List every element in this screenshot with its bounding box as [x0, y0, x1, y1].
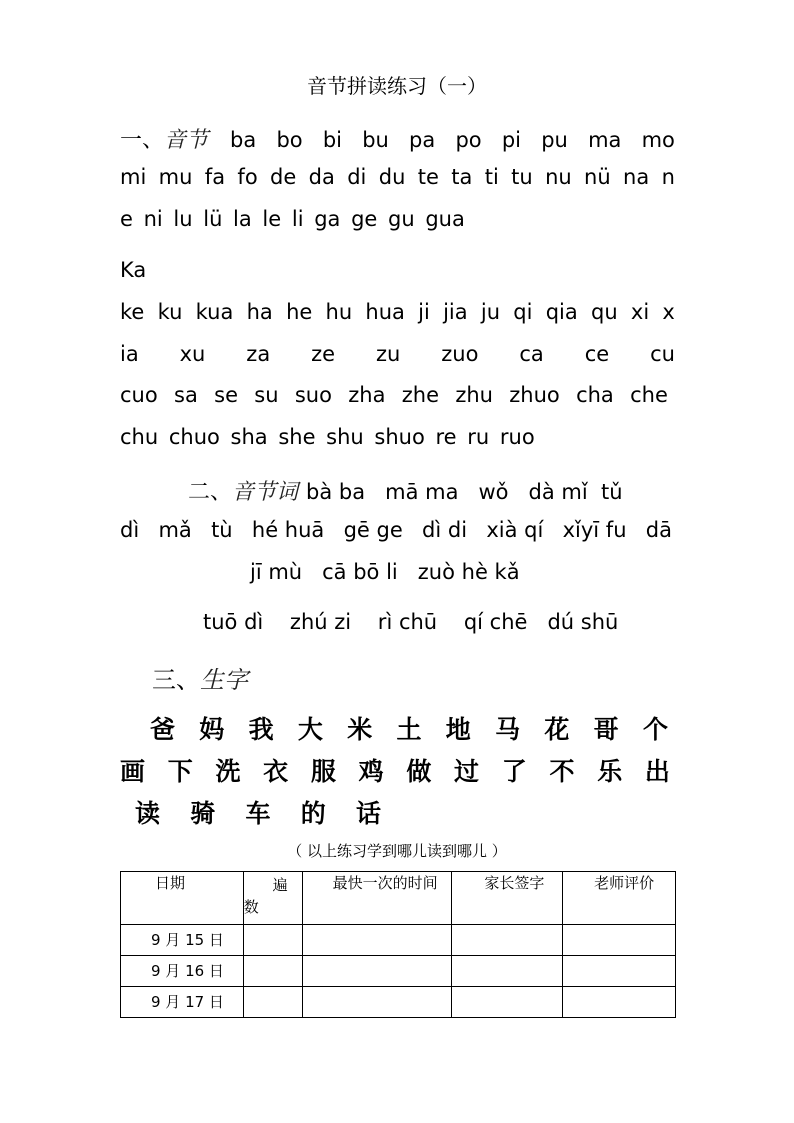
syllable: cha: [576, 383, 614, 407]
syllable: hu: [325, 300, 353, 324]
hanzi-character: 车: [245, 799, 273, 828]
hanzi-character: 过: [454, 757, 482, 786]
hanzi-character: 大: [297, 715, 325, 744]
syllable: du: [378, 165, 406, 189]
section2-line2: [120, 518, 672, 542]
row-date: 9 月 17 日: [121, 987, 244, 1018]
syllable-word: dì: [120, 518, 140, 542]
table-row: [121, 925, 676, 956]
row-count-cell[interactable]: [243, 925, 302, 956]
section1-line6: [120, 342, 675, 366]
hanzi-character: 洗: [215, 757, 243, 786]
section1-line3: e ni lu lü la le li ga ge gu gua: [120, 207, 465, 231]
section2-line1: [188, 475, 623, 506]
section3-number: 三、: [152, 666, 200, 694]
syllable: xi: [630, 300, 650, 324]
section2-heading: 音节词: [232, 480, 299, 505]
syllable: che: [630, 383, 668, 407]
hanzi-character: 地: [445, 715, 473, 744]
hanzi-character: 哥: [593, 715, 621, 744]
section2-line3: jī mù cā bō li zuò hè kǎ: [250, 560, 520, 584]
hanzi-character: 我: [248, 715, 276, 744]
hanzi-character: 的: [300, 799, 328, 828]
syllable: xu: [179, 342, 206, 366]
syllable: pa: [409, 128, 436, 152]
hanzi-character: 不: [549, 757, 577, 786]
row-comment-cell[interactable]: [563, 987, 676, 1018]
syllable: su: [254, 383, 279, 407]
row-time-cell[interactable]: [302, 925, 452, 956]
header-teacher-comment: 老师评价: [563, 872, 676, 925]
reading-log-table: [120, 871, 676, 1018]
hanzi-character: 土: [396, 715, 424, 744]
section2-line4: tuō dì zhú zi rì chū qí chē dú shū: [203, 610, 619, 634]
hanzi-character: 爸: [150, 715, 178, 744]
hanzi-character: 出: [644, 757, 672, 786]
header-fastest-time: 最快一次的时间: [302, 872, 452, 925]
syllable-words: bà ba mā ma wǒ dà mǐ tǔ: [306, 480, 623, 504]
syllable: nü: [584, 165, 611, 189]
section1-line2: [120, 165, 675, 189]
syllable: zha: [348, 383, 386, 407]
syllable: suo: [294, 383, 332, 407]
syllable: te: [417, 165, 439, 189]
syllable: fa: [204, 165, 226, 189]
syllable-word: xǐyī fu: [562, 518, 627, 542]
syllable: ze: [311, 342, 336, 366]
syllable: ce: [584, 342, 610, 366]
header-count: [243, 872, 302, 925]
syllable: di: [347, 165, 367, 189]
section1-number: 一、: [120, 128, 165, 153]
syllable: po: [455, 128, 482, 152]
table-row: [121, 956, 676, 987]
syllable-word: hé huā: [251, 518, 325, 542]
syllable: zhu: [455, 383, 493, 407]
section2-number: 二、: [188, 480, 233, 505]
syllable: sa: [174, 383, 198, 407]
syllable: qia: [545, 300, 578, 324]
hanzi-character: 米: [347, 715, 375, 744]
hanzi-character: 花: [544, 715, 572, 744]
syllable: ti: [484, 165, 499, 189]
row-signature-cell[interactable]: [452, 987, 563, 1018]
syllable-word: tù: [211, 518, 233, 542]
row-date: 9 月 16 日: [121, 956, 244, 987]
syllable-word: dì di: [422, 518, 468, 542]
syllable: ha: [246, 300, 273, 324]
syllable: he: [286, 300, 313, 324]
syllable: zu: [376, 342, 401, 366]
syllable: bu: [362, 128, 389, 152]
table-header-row: [121, 872, 676, 925]
syllable: ju: [480, 300, 501, 324]
section1-heading: 音节: [164, 128, 209, 153]
header-parent-signature: 家长签字: [452, 872, 563, 925]
row-time-cell[interactable]: [302, 987, 452, 1018]
hanzi-row-1: [150, 710, 670, 746]
section3-heading-line: [152, 660, 248, 695]
hanzi-character: 骑: [190, 799, 218, 828]
syllable: nu: [545, 165, 572, 189]
row-count-cell[interactable]: [243, 987, 302, 1018]
syllable: za: [246, 342, 271, 366]
syllable: kua: [195, 300, 234, 324]
syllable: na: [623, 165, 650, 189]
syllable: bo: [276, 128, 303, 152]
syllable-word: dā: [645, 518, 672, 542]
syllable: ji: [418, 300, 430, 324]
syllable: pi: [501, 128, 522, 152]
hanzi-character: 做: [406, 757, 434, 786]
section3-heading: 生字: [200, 666, 248, 694]
hanzi-row-3: [135, 794, 383, 830]
syllable: zhe: [401, 383, 440, 407]
row-signature-cell[interactable]: [452, 925, 563, 956]
syllable: zhuo: [509, 383, 560, 407]
hanzi-character: 画: [120, 757, 148, 786]
hanzi-character: 衣: [263, 757, 291, 786]
syllable: x: [662, 300, 675, 324]
syllable: de: [270, 165, 297, 189]
section1-line7: [120, 383, 668, 407]
syllable-word: gē ge: [343, 518, 403, 542]
hanzi-character: 话: [355, 799, 383, 828]
syllable: ke: [120, 300, 145, 324]
syllable: bi: [322, 128, 342, 152]
syllable: pu: [541, 128, 568, 152]
syllable: ku: [157, 300, 183, 324]
syllable: ca: [519, 342, 544, 366]
hanzi-row-2: [120, 752, 672, 788]
syllable: hua: [365, 300, 405, 324]
page-title: 音节拼读练习（一）: [307, 74, 487, 98]
syllable: ta: [451, 165, 473, 189]
syllable: ba: [230, 128, 257, 152]
syllable: ia: [120, 342, 139, 366]
section1-line8: chu chuo sha she shu shuo re ru ruo: [120, 425, 535, 449]
syllable: mu: [158, 165, 193, 189]
syllable: cuo: [120, 383, 158, 407]
syllable: tu: [511, 165, 533, 189]
syllable-word: mǎ: [158, 518, 192, 542]
hanzi-character: 服: [310, 757, 338, 786]
syllable: mi: [120, 165, 147, 189]
header-count-part2: 数: [243, 898, 259, 916]
hanzi-character: 下: [167, 757, 195, 786]
practice-note: （ 以上练习学到哪儿读到哪儿 ）: [287, 842, 507, 860]
hanzi-character: 读: [135, 799, 163, 828]
section1-line5: [120, 300, 675, 324]
syllable: qi: [513, 300, 533, 324]
hanzi-character: 个: [642, 715, 670, 744]
syllable: n: [661, 165, 675, 189]
hanzi-character: 妈: [199, 715, 227, 744]
syllable: fo: [237, 165, 258, 189]
syllable-word: xià qí: [486, 518, 544, 542]
syllable: da: [308, 165, 335, 189]
syllable-group: [230, 128, 675, 152]
header-date: 日期: [121, 872, 244, 925]
header-count-part1: 遍: [272, 876, 288, 894]
row-date: 9 月 15 日: [121, 925, 244, 956]
hanzi-character: 了: [501, 757, 529, 786]
row-comment-cell[interactable]: [563, 925, 676, 956]
row-time-cell[interactable]: [302, 956, 452, 987]
hanzi-character: 马: [495, 715, 523, 744]
syllable: zuo: [441, 342, 479, 366]
syllable: ma: [588, 128, 622, 152]
section1-line1: [120, 123, 675, 154]
row-count-cell[interactable]: [243, 956, 302, 987]
syllable: cu: [650, 342, 675, 366]
row-signature-cell[interactable]: [452, 956, 563, 987]
row-comment-cell[interactable]: [563, 956, 676, 987]
syllable: qu: [591, 300, 618, 324]
hanzi-character: 鸡: [358, 757, 386, 786]
syllable: jia: [443, 300, 468, 324]
syllable: se: [214, 383, 238, 407]
table-row: [121, 987, 676, 1018]
hanzi-character: 乐: [597, 757, 625, 786]
syllable: mo: [641, 128, 675, 152]
section1-line4: Ka: [120, 258, 147, 282]
